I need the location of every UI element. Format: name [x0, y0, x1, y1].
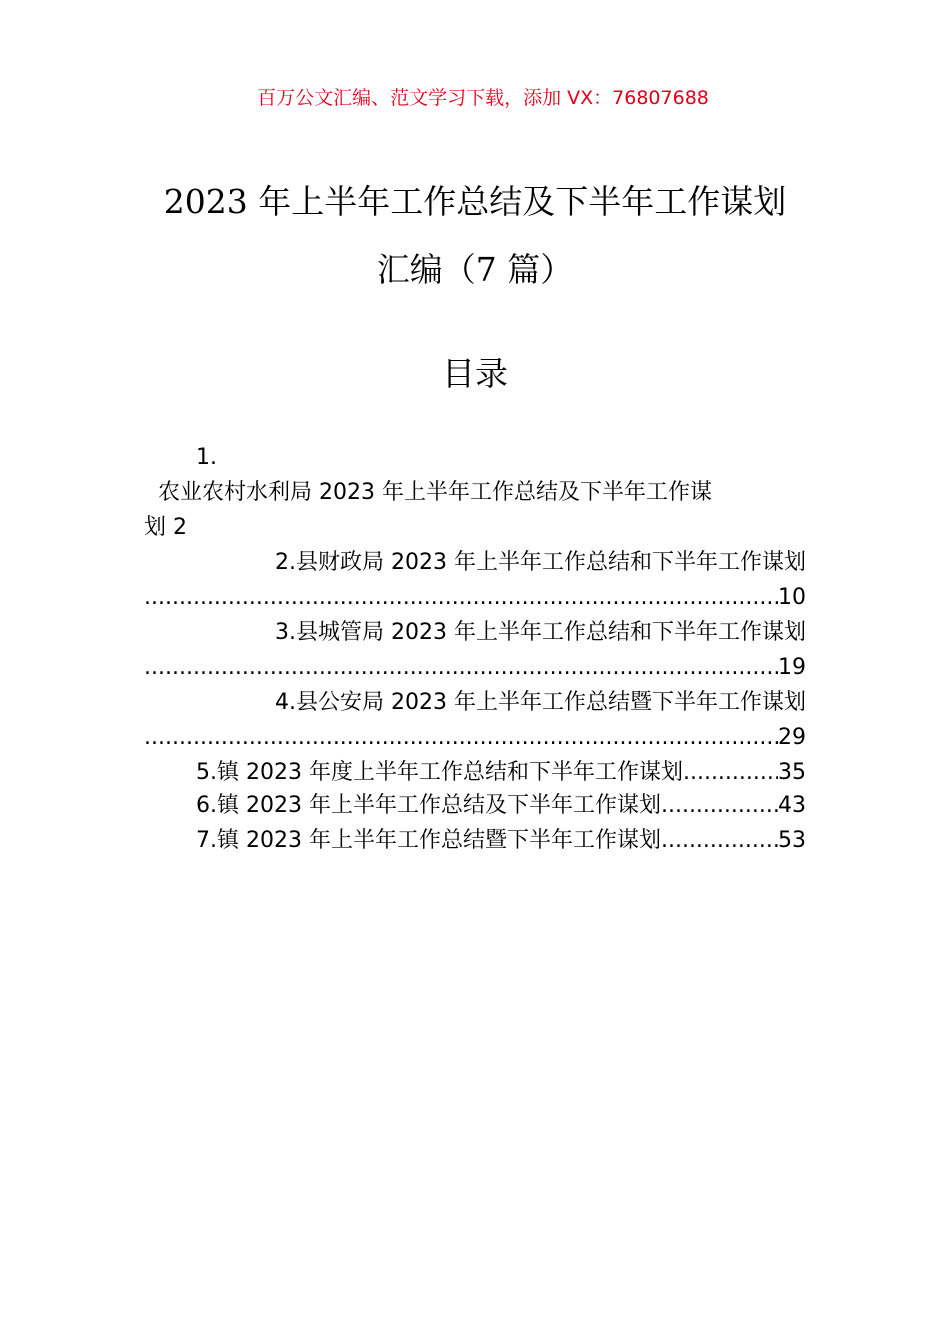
toc-entry-4-page: 29	[778, 725, 806, 750]
toc-entry-3-title[interactable]: 3.县城管局 2023 年上半年工作总结和下半年工作谋划	[275, 620, 806, 645]
document-title-line-2: 汇编（7 篇）	[376, 250, 574, 289]
table-of-contents	[144, 440, 806, 858]
header-note: 百万公文汇编、范文学习下载，添加 VX：76807688	[257, 87, 709, 109]
toc-entry-7[interactable]	[144, 823, 806, 858]
toc-entry-1-title[interactable]: 农业农村水利局 2023 年上半年工作总结及下半年工作谋	[158, 480, 712, 505]
toc-entry-6[interactable]	[144, 788, 806, 823]
toc-heading: 目录	[442, 354, 508, 393]
toc-entry-4-title[interactable]: 4.县公安局 2023 年上半年工作总结暨下半年工作谋划	[275, 690, 806, 715]
toc-entry-2-title[interactable]: 2.县财政局 2023 年上半年工作总结和下半年工作谋划	[275, 550, 806, 575]
toc-entry-5-title: 5.镇 2023 年度上半年工作总结和下半年工作谋划	[196, 760, 683, 785]
toc-entry-7-title: 7.镇 2023 年上半年工作总结暨下半年工作谋划	[196, 828, 661, 853]
toc-entry-4-leader[interactable]	[144, 720, 806, 755]
toc-leader-dots	[661, 788, 778, 823]
toc-entry-1-number[interactable]: 1.	[196, 445, 217, 470]
toc-leader-dots	[144, 650, 778, 685]
toc-entry-6-page: 43	[778, 793, 806, 818]
toc-entry-2-leader[interactable]	[144, 580, 806, 615]
toc-leader-dots	[683, 755, 778, 790]
toc-entry-3-page: 19	[778, 655, 806, 680]
toc-entry-3-leader[interactable]	[144, 650, 806, 685]
toc-entry-5[interactable]	[144, 755, 806, 790]
toc-leader-dots	[661, 823, 778, 858]
toc-leader-dots	[144, 720, 778, 755]
toc-entry-1-title-continued[interactable]: 划 2	[144, 515, 187, 540]
toc-entry-7-page: 53	[778, 828, 806, 853]
toc-entry-2-page: 10	[778, 585, 806, 610]
toc-entry-6-title: 6.镇 2023 年上半年工作总结及下半年工作谋划	[196, 793, 661, 818]
toc-leader-dots	[144, 580, 778, 615]
document-title-line-1: 2023 年上半年工作总结及下半年工作谋划	[163, 182, 787, 221]
toc-entry-5-page: 35	[778, 760, 806, 785]
